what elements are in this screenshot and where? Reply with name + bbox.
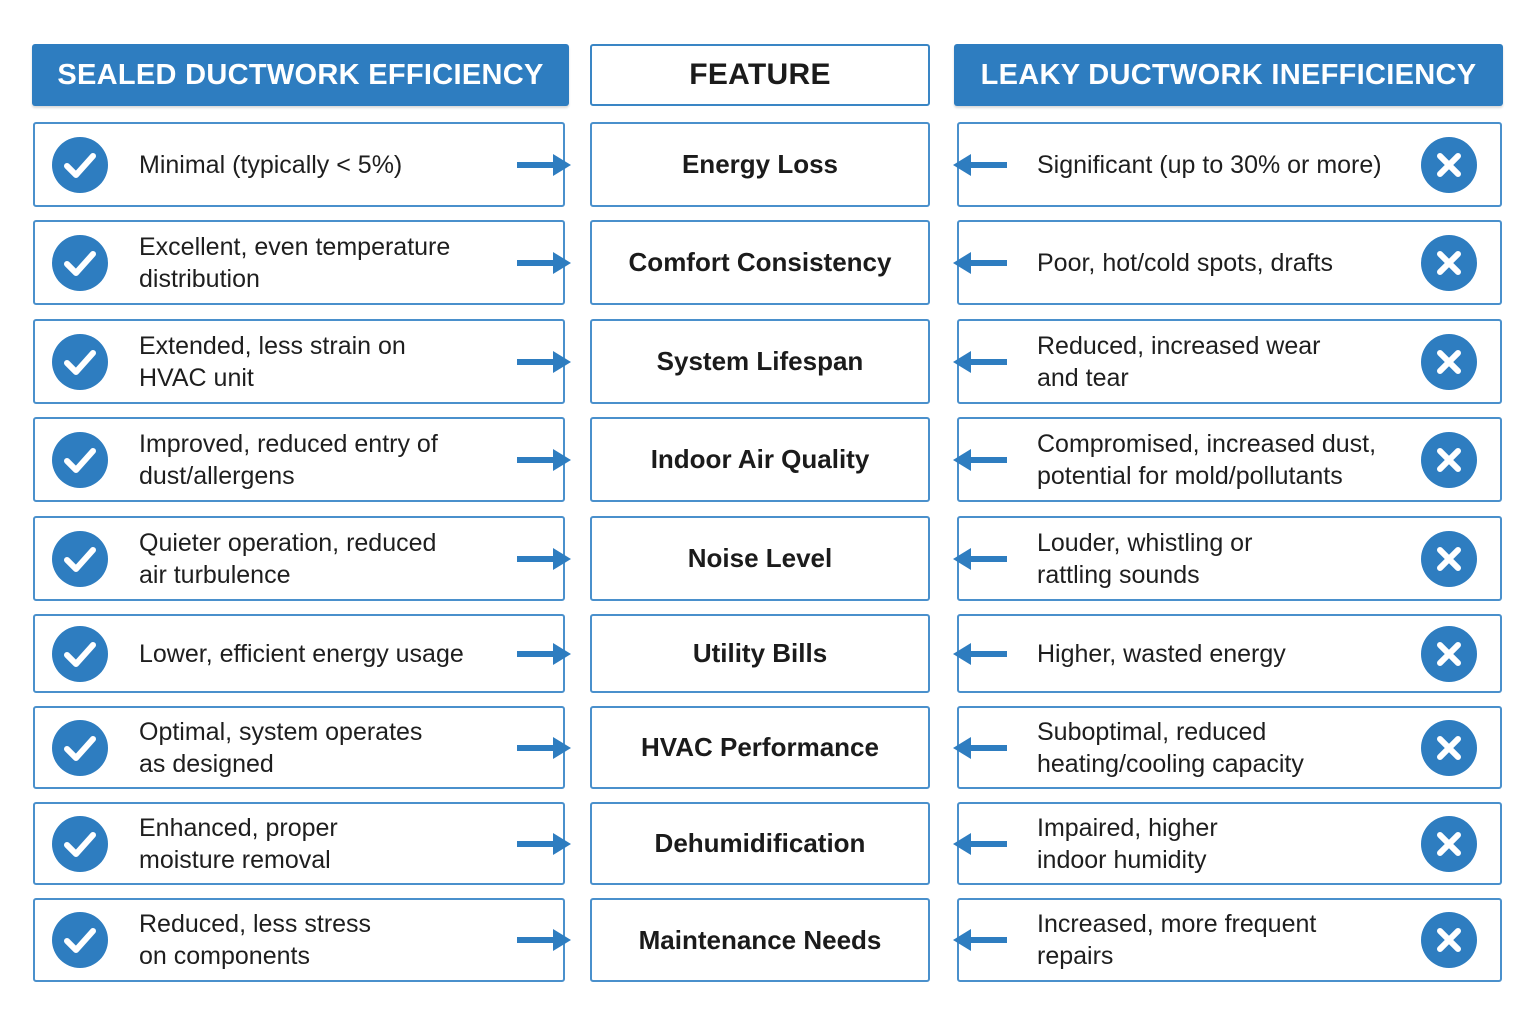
leaky-cell [957,802,1502,885]
arrow-left-icon [951,448,1009,472]
arrow-right-icon [515,642,573,666]
sealed-ductwork-header: SEALED DUCTWORK EFFICIENCY [32,44,569,106]
check-circle-icon [52,912,108,968]
arrow-left-icon [951,832,1009,856]
sealed-description: Excellent, even temperature distribution [139,232,451,293]
arrow-right-icon [515,350,573,374]
leaky-cell [957,417,1502,502]
x-circle-icon [1421,137,1477,193]
leaky-cell [957,122,1502,207]
check-circle-icon [52,531,108,587]
arrow-right-icon [515,251,573,275]
feature-cell [590,417,930,502]
comparison-row [0,898,1535,982]
feature-cell [590,706,930,789]
feature-cell [590,220,930,305]
leaky-description: Louder, whistling or rattling sounds [1037,528,1253,589]
leaky-description: Significant (up to 30% or more) [1037,150,1382,179]
arrow-right-icon [515,928,573,952]
leaky-description: Impaired, higher indoor humidity [1037,813,1218,874]
x-circle-icon [1421,626,1477,682]
leaky-description: Compromised, increased dust, potential for mold/pollutants [1037,429,1377,490]
arrow-left-icon [951,642,1009,666]
leaky-cell [957,319,1502,404]
feature-header: FEATURE [590,44,930,106]
comparison-row [0,802,1535,885]
comparison-row [0,220,1535,305]
x-circle-icon [1421,432,1477,488]
arrow-right-icon [515,736,573,760]
leaky-cell [957,614,1502,693]
x-circle-icon [1421,334,1477,390]
arrow-right-icon [515,153,573,177]
sealed-cell [33,516,565,601]
feature-cell [590,614,930,693]
arrow-right-icon [515,547,573,571]
feature-label: Indoor Air Quality [650,444,870,474]
comparison-row [0,516,1535,601]
feature-label: System Lifespan [656,346,864,376]
x-circle-icon [1421,235,1477,291]
sealed-cell [33,802,565,885]
leaky-cell [957,516,1502,601]
comparison-row [0,319,1535,404]
feature-cell [590,802,930,885]
comparison-row [0,706,1535,789]
leaky-cell [957,706,1502,789]
leaky-description: Higher, wasted energy [1037,639,1286,668]
feature-label: Utility Bills [692,638,828,668]
x-circle-icon [1421,816,1477,872]
leaky-ductwork-header: LEAKY DUCTWORK INEFFICIENCY [954,44,1503,106]
feature-label: Dehumidification [654,828,866,858]
leaky-cell [957,898,1502,982]
sealed-cell [33,122,565,207]
sealed-cell [33,417,565,502]
sealed-description: Improved, reduced entry of dust/allergens [139,429,438,490]
sealed-description: Enhanced, proper moisture removal [139,813,338,874]
arrow-left-icon [951,350,1009,374]
sealed-cell [33,220,565,305]
sealed-description: Extended, less strain on HVAC unit [139,331,406,392]
feature-label: Comfort Consistency [628,247,892,277]
sealed-description: Lower, efficient energy usage [139,639,464,668]
feature-label: Noise Level [687,543,833,573]
check-circle-icon [52,720,108,776]
sealed-description: Reduced, less stress on components [139,910,372,970]
check-circle-icon [52,334,108,390]
check-circle-icon [52,816,108,872]
leaky-cell [957,220,1502,305]
arrow-left-icon [951,153,1009,177]
x-circle-icon [1421,720,1477,776]
check-circle-icon [52,235,108,291]
arrow-right-icon [515,448,573,472]
x-circle-icon [1421,531,1477,587]
check-circle-icon [52,432,108,488]
leaky-description: Suboptimal, reduced heating/cooling capacity [1037,717,1304,778]
sealed-description: Optimal, system operates as designed [139,717,423,778]
comparison-row [0,614,1535,693]
check-circle-icon [52,137,108,193]
arrow-right-icon [515,832,573,856]
x-circle-icon [1421,912,1477,968]
arrow-left-icon [951,251,1009,275]
feature-label: Energy Loss [681,149,839,179]
sealed-description: Quieter operation, reduced air turbulence [139,528,437,589]
arrow-left-icon [951,928,1009,952]
comparison-row [0,417,1535,502]
feature-label: HVAC Performance [641,732,879,762]
arrow-left-icon [951,547,1009,571]
sealed-cell [33,614,565,693]
sealed-description: Minimal (typically < 5%) [139,150,403,179]
feature-cell [590,516,930,601]
sealed-cell [33,706,565,789]
comparison-row [0,122,1535,207]
feature-cell [590,319,930,404]
sealed-cell [33,319,565,404]
arrow-left-icon [951,736,1009,760]
feature-label: Maintenance Needs [638,924,882,955]
check-circle-icon [52,626,108,682]
sealed-cell [33,898,565,982]
feature-cell [590,122,930,207]
leaky-description: Increased, more frequent repairs [1037,910,1317,970]
leaky-description: Poor, hot/cold spots, drafts [1037,248,1333,277]
feature-cell [590,898,930,982]
leaky-description: Reduced, increased wear and tear [1037,331,1321,392]
